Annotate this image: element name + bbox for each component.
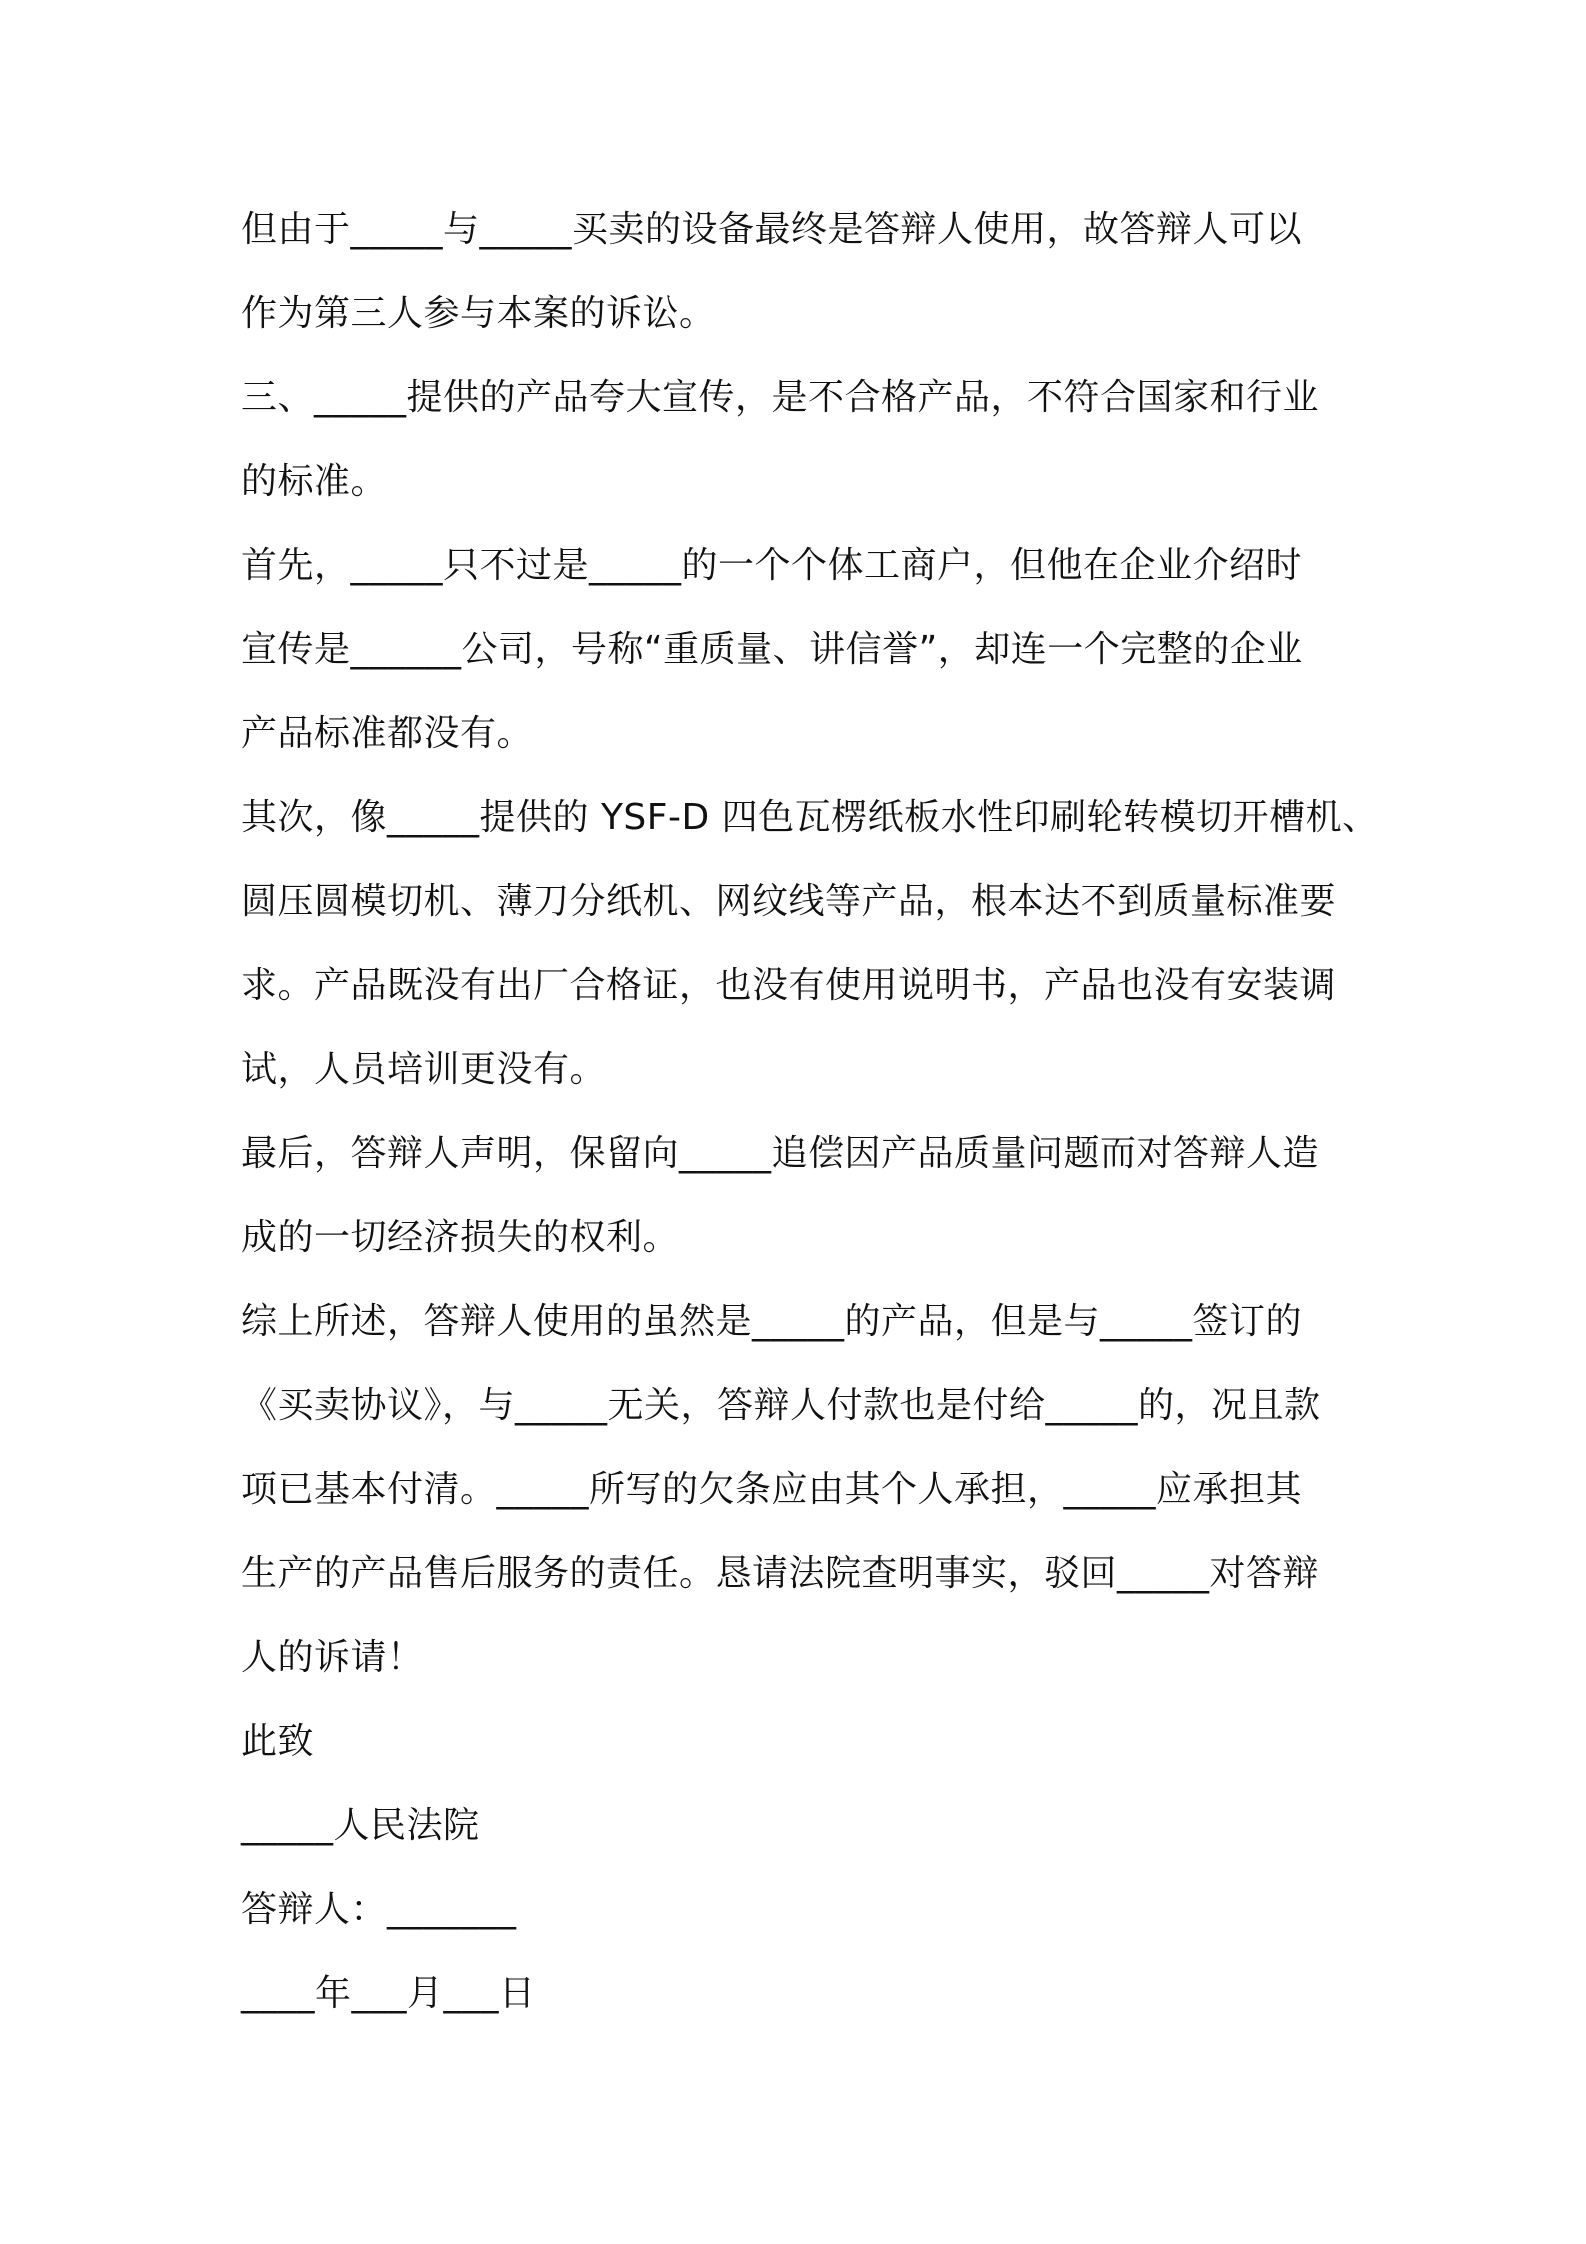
body-line-13: 成的一切经济损失的权利。 (241, 1217, 680, 1258)
body-line-1: 但由于_____与_____买卖的设备最终是答辩人使用，故答辩人可以 (241, 209, 1303, 250)
body-line-2: 作为第三人参与本案的诉讼。 (241, 293, 716, 334)
court-addressee: _____人民法院 (241, 1805, 480, 1846)
paragraph-finally: 最后，答辩人声明，保留向_____追偿因产品质量问题而对答辩人造 (241, 1133, 1320, 1174)
body-line-6: 宣传是______公司，号称“重质量、讲信誉”，却连一个完整的企业 (241, 629, 1303, 670)
body-line-4: 的标准。 (241, 461, 388, 502)
body-line-18: 人的诉请！ (241, 1637, 424, 1678)
date-line: ____年___月___日 (241, 1973, 536, 2014)
body-line-17: 生产的产品售后服务的责任。恳请法院查明事实，驳回_____对答辩 (241, 1553, 1320, 1594)
respondent-signature: 答辩人：_______ (241, 1889, 517, 1930)
body-line-7: 产品标准都没有。 (241, 713, 534, 754)
body-line-15: 《买卖协议》，与_____无关，答辩人付款也是付给_____的，况且款 (241, 1385, 1321, 1426)
paragraph-second: 其次，像_____提供的 YSF-D 四色瓦楞纸板水性印刷轮转模切开槽机、 (241, 797, 1379, 838)
body-line-9: 圆压圆模切机、薄刀分纸机、网纹线等产品，根本达不到质量标准要 (241, 881, 1337, 922)
body-line-11: 试，人员培训更没有。 (241, 1049, 607, 1090)
paragraph-summary: 综上所述，答辩人使用的虽然是_____的产品，但是与_____签订的 (241, 1301, 1303, 1342)
body-line-16: 项已基本付清。_____所写的欠条应由其个人承担，_____应承担其 (241, 1469, 1303, 1510)
section-three-heading: 三、_____提供的产品夸大宣传，是不合格产品，不符合国家和行业 (241, 377, 1320, 418)
body-line-10: 求。产品既没有出厂合格证，也没有使用说明书，产品也没有安装调 (241, 965, 1337, 1006)
paragraph-first: 首先，_____只不过是_____的一个个体工商户，但他在企业介绍时 (241, 545, 1303, 586)
salutation: 此致 (241, 1721, 315, 1762)
